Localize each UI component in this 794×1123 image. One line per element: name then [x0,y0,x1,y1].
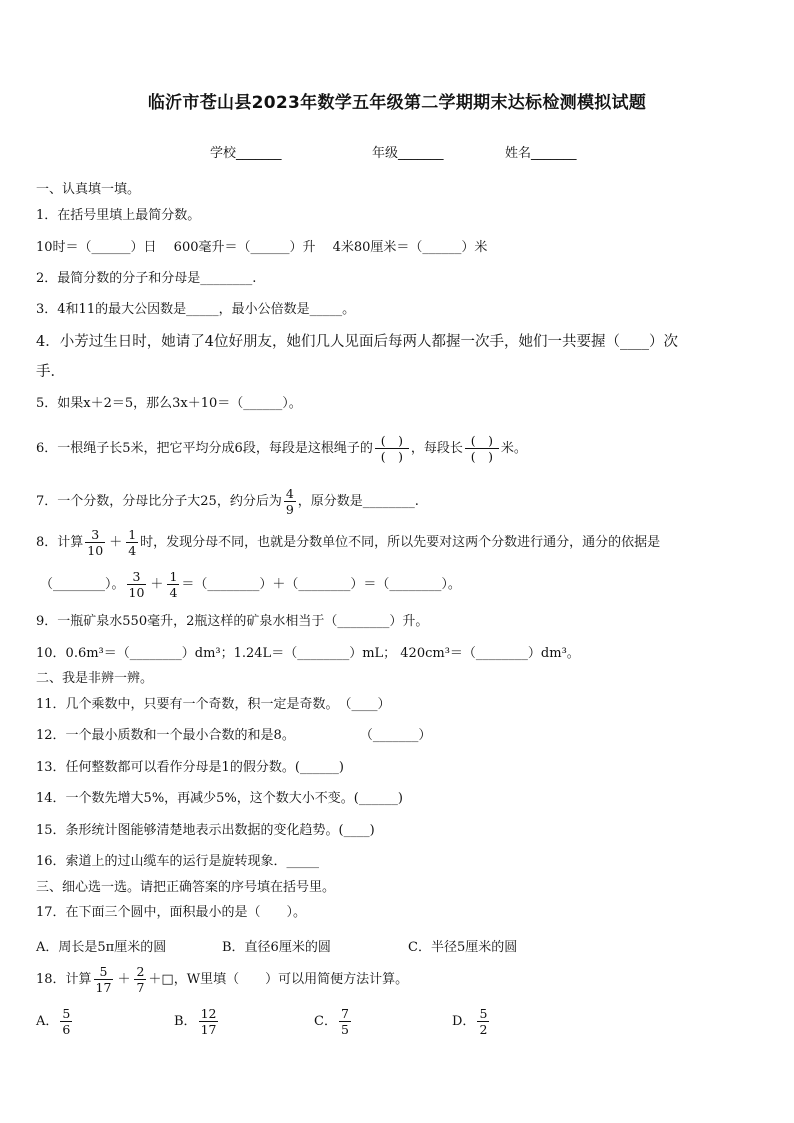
fraction-numerator: 7 [340,1006,349,1021]
question-6-text-a: 6．一根绳子长5米，把它平均分成6段，每段是这根绳子的 [36,441,373,456]
option-label: A． [36,1014,59,1029]
fraction-denominator: 4 [169,585,178,600]
question-1-blanks: 10时＝（______）日 600毫升＝（______）升 4米80厘米＝（______）米 [36,240,488,255]
fraction [94,964,114,995]
fraction [199,1006,219,1037]
fraction-denominator: 9 [285,502,294,517]
question-18-text-b: ＋□，W里填（ ）可以用简便方法计算。 [148,972,409,987]
question-17-option-b: B．直径6厘米的圆 [222,940,331,955]
question-7 [36,485,419,519]
fraction-denominator-blank: ( ) [375,448,409,464]
fraction-numerator: 12 [200,1006,217,1021]
question-18 [36,961,408,999]
fraction-denominator: 17 [200,1022,217,1037]
question-14: 14．一个数先增大5%，再减少5%，这个数大小不变。(______) [36,791,403,806]
question-8-continued [40,566,461,604]
fraction-numerator: 3 [91,527,100,542]
fraction [127,569,147,600]
question-5: 5．如果x＋2＝5，那么3x＋10＝（______）。 [36,396,302,411]
plus-sign: ＋ [117,972,131,987]
question-9: 9．一瓶矿泉水550毫升，2瓶这样的矿泉水相当于（________）升。 [36,614,429,629]
fraction-denominator: 2 [479,1022,488,1037]
question-15: 15．条形统计图能够清楚地表示出数据的变化趋势。(____) [36,823,375,838]
question-18-option-a [36,1003,74,1041]
question-18-option-b [174,1003,220,1041]
fraction [167,569,179,600]
fraction-numerator-blank: ( ) [380,433,403,448]
question-1: 1．在括号里填上最简分数。 [36,208,201,223]
question-6-text-c: 米。 [500,441,527,456]
question-8-text-d: ＝（________）＋（________）＝（________）。 [181,577,461,592]
section-2-heading: 二、我是非辨一辨。 [36,671,154,686]
page-title: 临沂市苍山县2023年数学五年级第二学期期末达标检测模拟试题 [147,93,647,113]
fraction-denominator: 10 [128,585,145,600]
fraction-denominator: 4 [128,543,137,558]
question-13: 13．任何整数都可以看作分母是1的假分数。(______) [36,760,344,775]
fraction [60,1006,72,1037]
question-8-text-a: 8．计算 [36,535,84,550]
fraction-blank [375,433,409,464]
question-3: 3．4和11的最大公因数是_____，最小公倍数是_____。 [36,302,356,317]
fraction-numerator: 3 [132,569,141,584]
fraction-denominator: 6 [62,1022,71,1037]
fraction-denominator: 17 [95,980,112,995]
question-18-option-d [452,1003,491,1041]
fraction-numerator: 5 [479,1006,488,1021]
option-label: D． [452,1014,476,1029]
question-11: 11．几个乘数中，只要有一个奇数，积一定是奇数。 （____） [36,697,391,712]
question-4: 4．小芳过生日时，她请了4位好朋友，她们几人见面后每两人都握一次手，她们一共要握（____）次 [36,334,678,350]
question-18-option-c [314,1003,353,1041]
fraction [126,527,138,558]
plus-sign: ＋ [109,535,123,550]
question-7-text-a: 7．一个分数，分母比分子大25，约分后为 [36,494,282,509]
fraction [134,964,146,995]
option-label: B． [174,1014,197,1029]
fraction-denominator: 10 [87,543,104,558]
fraction [477,1006,489,1037]
fraction [284,486,296,517]
section-1-heading: 一、认真填一填。 [36,182,141,197]
question-4-continued: 手． [36,364,65,380]
school-field: 学校_______ [210,146,282,161]
section-3-heading: 三、细心选一选。请把正确答案的序号填在括号里。 [36,880,336,895]
question-10: 10．0.6m³＝（________）dm³；1.24L＝（________）mL； 420cm³＝（________）dm³。 [36,646,580,661]
question-17-option-a: A．周长是5π厘米的圆 [36,940,167,955]
question-8 [36,524,660,562]
question-16: 16．索道上的过山缆车的运行是旋转现象．_____ [36,854,320,869]
question-17-option-c: C．半径5厘米的圆 [408,940,518,955]
fraction-denominator-blank: ( ) [465,448,499,464]
fraction-numerator-blank: ( ) [470,433,493,448]
fraction-blank [465,433,499,464]
question-12: 12．一个最小质数和一个最小合数的和是8。 （_______） [36,728,432,743]
name-field: 姓名_______ [505,146,577,161]
question-7-text-b: ，原分数是________. [297,494,419,509]
fraction [85,527,105,558]
question-6 [36,429,527,469]
fraction [339,1006,351,1037]
question-2: 2．最简分数的分子和分母是________. [36,271,257,286]
fraction-numerator: 1 [128,527,137,542]
fraction-denominator: 5 [340,1022,349,1037]
question-6-text-b: ，每段长 [410,441,463,456]
fraction-numerator: 4 [285,486,294,501]
question-18-text-a: 18．计算 [36,972,92,987]
option-label: C． [314,1014,337,1029]
fraction-denominator: 7 [136,980,145,995]
plus-sign: ＋ [150,577,164,592]
fraction-numerator: 5 [62,1006,71,1021]
question-8-text-c: （________）。 [40,577,125,592]
question-8-text-b: 时，发现分母不同，也就是分数单位不同，所以先要对这两个分数进行通分，通分的依据是 [140,535,661,550]
fraction-numerator: 1 [169,569,178,584]
fraction-numerator: 5 [99,964,108,979]
question-17: 17．在下面三个圆中，面积最小的是（ ）。 [36,905,307,920]
grade-field: 年级_______ [372,146,444,161]
fraction-numerator: 2 [136,964,145,979]
